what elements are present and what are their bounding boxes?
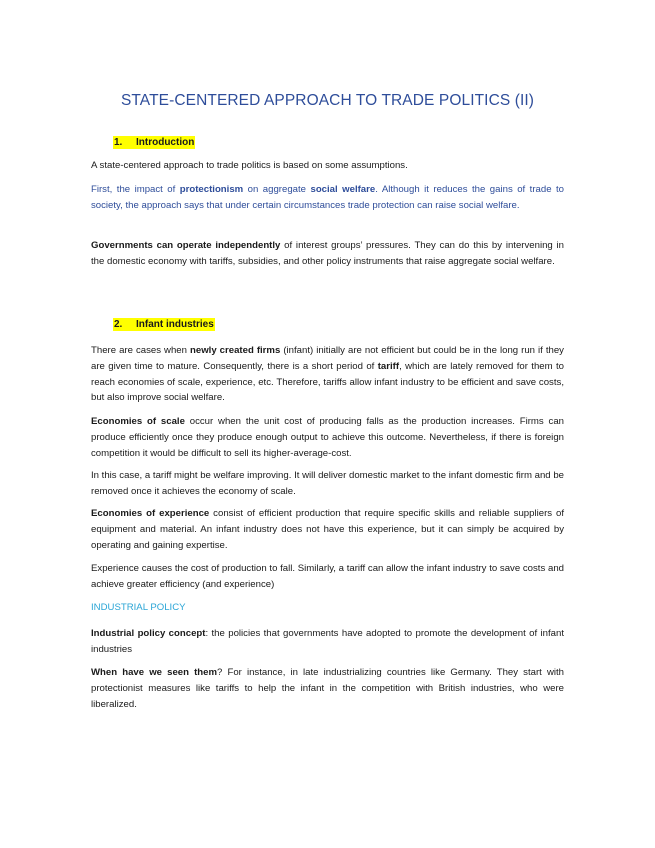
industrial-policy-label: INDUSTRIAL POLICY <box>91 602 186 613</box>
heading-highlight <box>113 318 215 331</box>
intro-paragraph-1: A state-centered approach to trade politics is based on some assumptions. <box>91 160 408 171</box>
text-run: ? For instance, in late industrializing countries like Germany. They start with protectionist measures like tariffs to help the infant in the competition with British industries, who were liberalized. <box>91 667 565 710</box>
infant-paragraph-2 <box>91 414 564 461</box>
bold-term-industrial-policy-concept: Industrial policy concept <box>91 628 206 639</box>
bold-term-protectionism: protectionism <box>179 184 244 195</box>
section-heading-infant-industries <box>113 319 215 330</box>
text-run: consist of efficient production that require specific skills and reliable suppliers of equipment and material. An infant industry does not have this experience, but it can simply be acquired by operating and gaining expertise. <box>91 508 565 551</box>
heading-text: Infant industries <box>136 319 214 330</box>
heading-text: Introduction <box>136 137 195 148</box>
bold-term-governments: Governments can operate independently <box>91 240 281 251</box>
page-title: STATE-CENTERED APPROACH TO TRADE POLITICS (II) <box>120 92 535 109</box>
bold-term-tariff: tariff <box>377 360 400 372</box>
text-run: occur when the unit cost of producing falls as the production increases. Firms can produce efficiently once they produce enough output to achieve this outcome. Nevertheless, if there is foreign competition it would be difficult to sell its higher-average-cost. <box>91 416 565 459</box>
infant-paragraph-3: In this case, a tariff might be welfare improving. It will deliver domestic market to the infant domestic firm and be removed once it achieves the economy of scale. <box>91 470 564 497</box>
text-run: . Although it reduces the gains of trade to society, the approach says that under certain circumstances trade protection can raise social welfare. <box>91 184 564 211</box>
heading-number: 2. <box>114 319 123 330</box>
infant-paragraph-4 <box>91 506 564 553</box>
bold-term-economies-of-scale: Economies of scale <box>91 416 185 427</box>
text-run: : the policies that governments have adopted to promote the development of infant industries <box>91 628 564 655</box>
intro-paragraph-3 <box>91 238 564 270</box>
text-run: (infant) initially are not efficient but could be in the long run if they are given time to mature. Consequently, there is a short period of <box>91 345 564 372</box>
infant-paragraph-7 <box>91 665 564 712</box>
bold-term-when-have-we-seen-them: When have we seen them <box>91 667 218 678</box>
infant-paragraph-6 <box>91 626 564 658</box>
bold-term-social-welfare: social welfare <box>310 184 376 195</box>
section-heading-introduction <box>113 137 195 148</box>
text-run: of interest groups’ pressures. They can do this by intervening in the domestic economy with tariffs, subsidies, and other policy instruments that raise aggregate social welfare. <box>91 240 565 267</box>
infant-paragraph-1 <box>91 343 564 406</box>
intro-paragraph-2 <box>91 182 564 214</box>
bold-term-newly-created-firms: newly created firms <box>190 345 281 356</box>
infant-paragraph-5: Experience causes the cost of production to fall. Similarly, a tariff can allow the infant industry to save costs and achieve greater efficiency (and experience) <box>91 563 564 590</box>
text-run: , which are lately removed for them to reach economies of scale, experience, etc. Therefore, tariffs allow infant industry to be efficient and save costs, but also improve social welfare. <box>91 360 565 404</box>
bold-term-economies-of-experience: Economies of experience <box>91 508 210 519</box>
heading-number: 1. <box>114 137 123 148</box>
text-run: on aggregate <box>243 184 311 195</box>
heading-highlight <box>113 136 195 149</box>
text-run: There are cases when <box>91 345 190 356</box>
text-run: First, the impact of <box>91 184 180 195</box>
